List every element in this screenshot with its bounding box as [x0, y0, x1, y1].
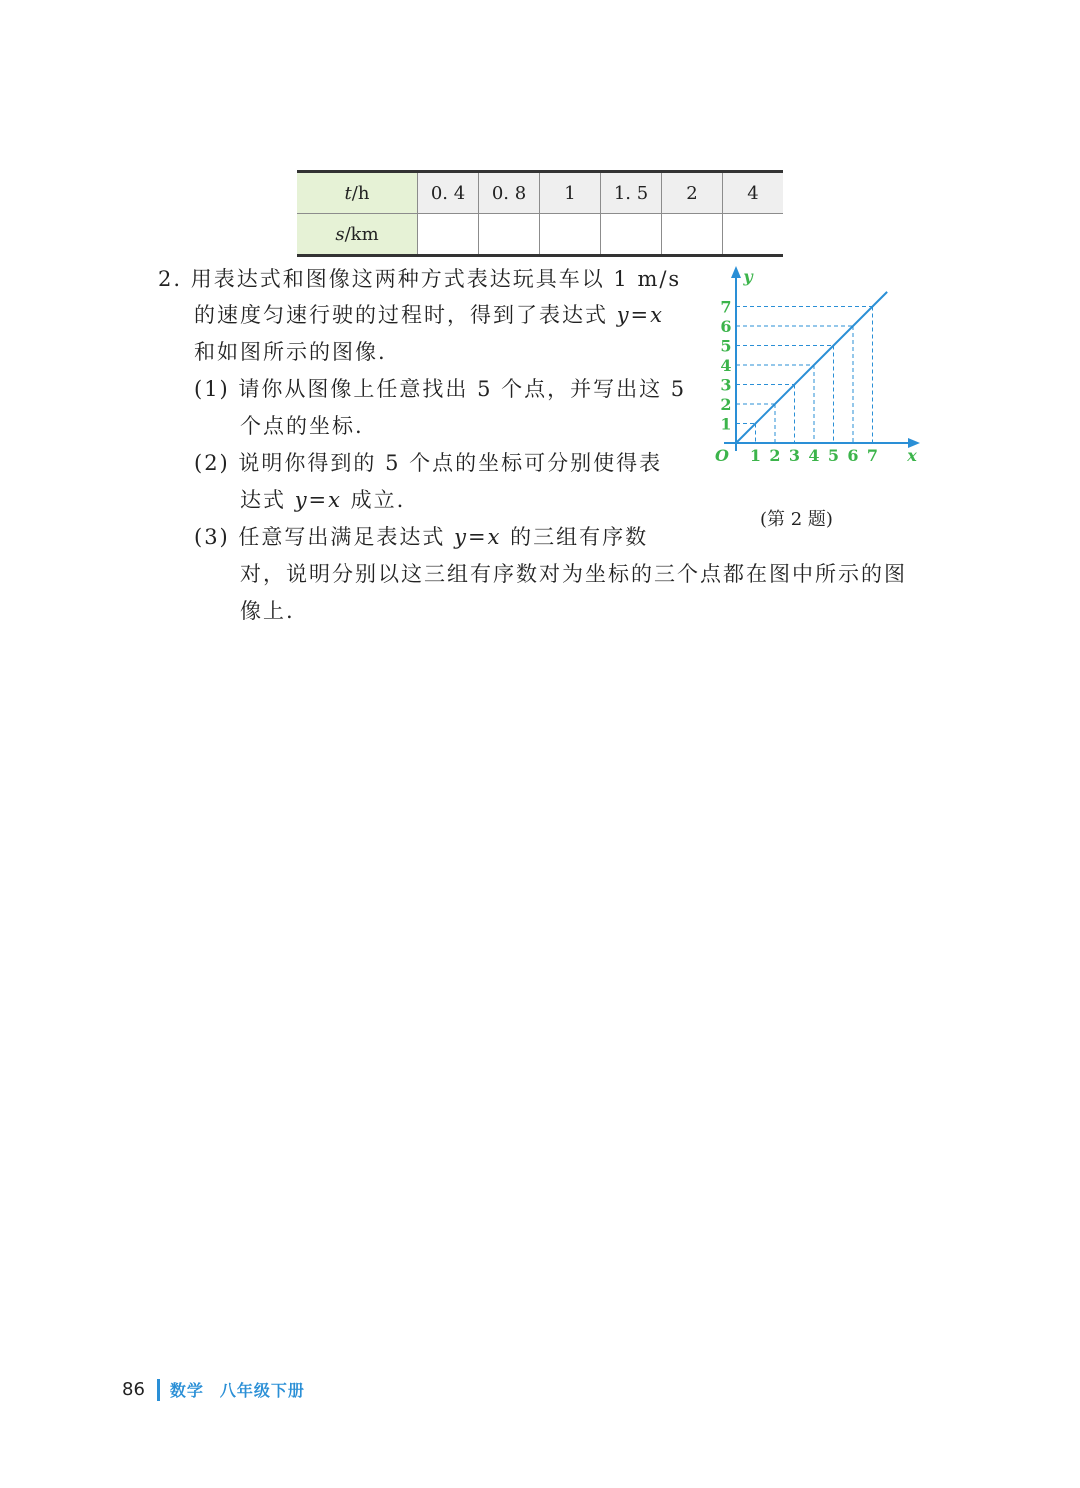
- line-graph: [690, 262, 930, 482]
- x-tick-label: 5: [827, 446, 840, 465]
- table-cell: [479, 214, 540, 256]
- x-axis-label: x: [907, 446, 917, 465]
- y-tick-label: 2: [720, 395, 732, 414]
- y-axis-label: y: [743, 267, 753, 286]
- table-cell: 1: [540, 172, 601, 214]
- y-tick-label: 4: [720, 356, 732, 375]
- x-tick-label: 1: [749, 446, 762, 465]
- table-header-s: s/km: [297, 214, 418, 256]
- y-tick-label: 6: [720, 317, 732, 336]
- table-cell: [723, 214, 784, 256]
- table-cell: 4: [723, 172, 784, 214]
- x-tick-label: 2: [769, 446, 781, 465]
- question-3-line-2: 对，说明分别以这三组有序数对为坐标的三个点都在图中所示的图: [240, 562, 907, 586]
- table-cell: [601, 214, 662, 256]
- origin-label: O: [715, 446, 729, 465]
- y-axis-arrow-icon: [731, 266, 741, 278]
- page-footer: [122, 1378, 321, 1401]
- speed-table: [297, 170, 783, 257]
- footer-divider: [157, 1379, 160, 1401]
- problem-line-3: 和如图所示的图像.: [194, 340, 387, 364]
- problem-line-1: 2. 用表达式和图像这两种方式表达玩具车以 1 m/s: [158, 267, 682, 291]
- table-header-t: t/h: [297, 172, 418, 214]
- table-cell: 0. 4: [418, 172, 479, 214]
- book-title: 数学 八年级下册: [169, 1381, 305, 1400]
- table-cell: [418, 214, 479, 256]
- table-cell: 0. 8: [479, 172, 540, 214]
- x-tick-label: 4: [808, 446, 820, 465]
- question-2-line-1: (2) 说明你得到的 5 个点的坐标可分别使得表: [194, 451, 663, 475]
- problem-line-2: 的速度匀速行驶的过程时，得到了表达式 y=x: [194, 303, 664, 327]
- table-row: [297, 214, 783, 256]
- figure-caption: (第 2 题): [760, 509, 833, 530]
- x-tick-label: 7: [866, 446, 879, 465]
- question-3-line-3: 像上.: [240, 599, 295, 623]
- y-tick-label: 3: [720, 375, 732, 395]
- table-cell: [540, 214, 601, 256]
- y-tick-label: 5: [720, 336, 732, 356]
- question-1-line-2: 个点的坐标.: [240, 414, 364, 438]
- question-1-line-1: (1) 请你从图像上任意找出 5 个点，并写出这 5: [194, 377, 687, 401]
- x-tick-label: 3: [788, 446, 801, 465]
- x-tick-label: 6: [847, 446, 859, 465]
- table-row: [297, 172, 783, 214]
- table-cell: 1. 5: [601, 172, 662, 214]
- series-line: [736, 292, 887, 443]
- table-cell: [662, 214, 723, 256]
- question-2-line-2: 达式 y=x 成立.: [240, 488, 406, 512]
- question-3-line-1: (3) 任意写出满足表达式 y=x 的三组有序数: [194, 525, 649, 549]
- y-tick-label: 1: [720, 414, 732, 434]
- table-cell: 2: [662, 172, 723, 214]
- page-number: 86: [122, 1379, 145, 1400]
- y-tick-label: 7: [720, 297, 732, 317]
